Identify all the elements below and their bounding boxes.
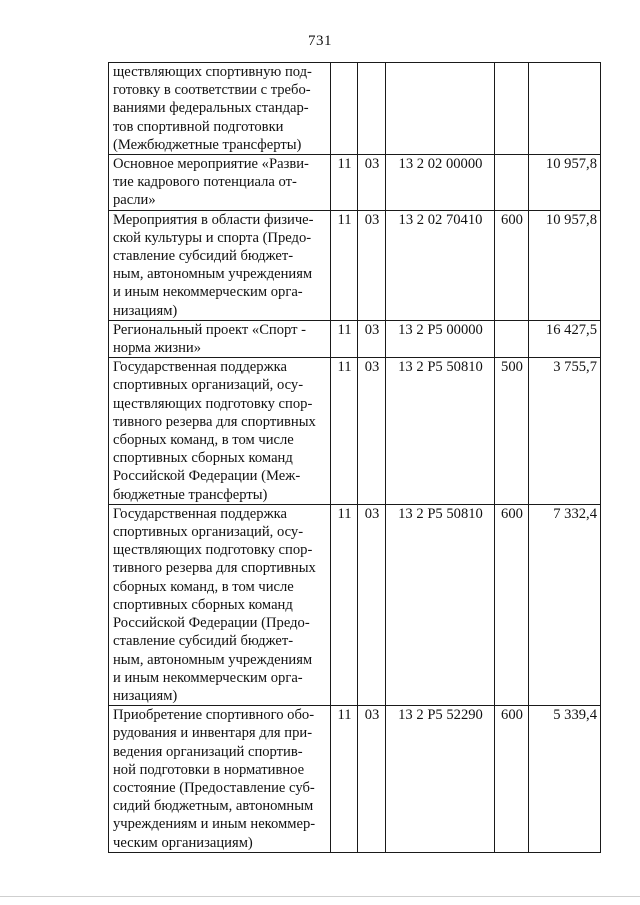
- target-article-cell: 13 2 02 00000: [386, 155, 495, 211]
- expense-type-cell: 600: [495, 504, 529, 705]
- item-name-cell: [109, 320, 331, 357]
- item-name-cell: [109, 358, 331, 505]
- section-cell: 11: [331, 155, 358, 211]
- subsection-cell: [358, 63, 386, 155]
- target-article-cell: 13 2 P5 50810: [386, 358, 495, 505]
- item-name-cell: [109, 706, 331, 853]
- item-name-line: рудования и инвентаря для при-: [113, 725, 313, 742]
- subsection-cell: 03: [358, 210, 386, 320]
- section-cell: 11: [331, 210, 358, 320]
- subsection-cell: 03: [358, 320, 386, 357]
- item-name-line: Мероприятия в области физиче-: [113, 211, 314, 228]
- item-name-line: (Межбюджетные трансферты): [113, 136, 302, 153]
- item-name-line: тие кадрового потенциала от-: [113, 174, 297, 191]
- expense-type-cell: [495, 155, 529, 211]
- amount-cell: 3 755,7: [529, 358, 601, 505]
- item-name-line: норма жизни»: [113, 340, 202, 357]
- item-name-line: и иным некоммерческим орга-: [113, 284, 303, 301]
- target-article-cell: [386, 63, 495, 155]
- item-name-line: ской культуры и спорта (Предо-: [113, 229, 312, 246]
- item-name-line: сборных команд, в том числе: [113, 432, 294, 449]
- item-name-line: ставление субсидий бюджет-: [113, 633, 294, 650]
- subsection-cell: 03: [358, 504, 386, 705]
- table-row: [109, 320, 601, 357]
- item-name-line: сидий бюджетным, автономным: [113, 798, 314, 815]
- item-name-line: ной подготовки в нормативное: [113, 761, 305, 778]
- item-name-line: спортивных сборных команд: [113, 596, 293, 613]
- amount-cell: 5 339,4: [529, 706, 601, 853]
- page-bottom-edge: [0, 896, 640, 897]
- table-row: [109, 63, 601, 155]
- item-name-line: сборных команд, в том числе: [113, 578, 294, 595]
- item-name-line: тивного резерва для спортивных: [113, 413, 316, 430]
- item-name-line: тов спортивной подготовки: [113, 118, 284, 135]
- expense-type-cell: [495, 320, 529, 357]
- section-cell: 11: [331, 504, 358, 705]
- amount-cell: [529, 63, 601, 155]
- item-name-line: расли»: [113, 192, 156, 209]
- item-name-line: ным, автономным учреждениям: [113, 651, 313, 668]
- item-name-line: низациям): [113, 687, 178, 704]
- item-name-line: спортивных сборных команд: [113, 450, 293, 467]
- budget-table-body: [109, 63, 601, 853]
- item-name-line: бюджетные трансферты): [113, 486, 268, 503]
- subsection-cell: 03: [358, 358, 386, 505]
- expense-type-cell: 600: [495, 706, 529, 853]
- subsection-cell: 03: [358, 706, 386, 853]
- item-name-line: ным, автономным учреждениям: [113, 266, 313, 283]
- target-article-cell: 13 2 P5 52290: [386, 706, 495, 853]
- item-name-line: Региональный проект «Спорт -: [113, 321, 307, 338]
- subsection-cell: 03: [358, 155, 386, 211]
- table-row: [109, 155, 601, 211]
- section-cell: 11: [331, 706, 358, 853]
- target-article-cell: 13 2 P5 00000: [386, 320, 495, 357]
- expense-type-cell: 600: [495, 210, 529, 320]
- table-row: [109, 504, 601, 705]
- item-name-line: ществляющих подготовку спор-: [113, 395, 313, 412]
- amount-cell: 10 957,8: [529, 210, 601, 320]
- item-name-line: ществляющих спортивную под-: [113, 64, 312, 80]
- expense-type-cell: 500: [495, 358, 529, 505]
- item-name-cell: [109, 504, 331, 705]
- amount-cell: 7 332,4: [529, 504, 601, 705]
- table-row: [109, 358, 601, 505]
- target-article-cell: 13 2 02 70410: [386, 210, 495, 320]
- item-name-line: и иным некоммерческим орга-: [113, 669, 303, 686]
- item-name-line: состояние (Предоставление суб-: [113, 779, 315, 796]
- item-name-cell: [109, 210, 331, 320]
- item-name-cell: [109, 63, 331, 155]
- item-name-line: Государственная поддержка: [113, 359, 288, 376]
- item-name-line: ведения организаций спортив-: [113, 743, 303, 760]
- item-name-line: низациям): [113, 302, 178, 319]
- item-name-line: Российской Федерации (Предо-: [113, 615, 310, 632]
- item-name-line: учреждениям и иным некоммер-: [113, 816, 316, 833]
- item-name-line: Основное мероприятие «Разви-: [113, 156, 309, 173]
- item-name-line: спортивных организаций, осу-: [113, 524, 304, 541]
- item-name-line: готовку в соответствии с требо-: [113, 82, 311, 99]
- table-row: [109, 210, 601, 320]
- section-cell: [331, 63, 358, 155]
- section-cell: 11: [331, 320, 358, 357]
- table-row: [109, 706, 601, 853]
- target-article-cell: 13 2 P5 50810: [386, 504, 495, 705]
- budget-table: [108, 62, 601, 853]
- item-name-line: Российской Федерации (Меж-: [113, 468, 301, 485]
- item-name-cell: [109, 155, 331, 211]
- item-name-line: тивного резерва для спортивных: [113, 560, 316, 577]
- section-cell: 11: [331, 358, 358, 505]
- item-name-line: ческим организациям): [113, 834, 253, 851]
- item-name-line: спортивных организаций, осу-: [113, 377, 304, 394]
- item-name-line: ществляющих подготовку спор-: [113, 542, 313, 559]
- item-name-line: ставление субсидий бюджет-: [113, 248, 294, 265]
- item-name-line: Приобретение спортивного обо-: [113, 707, 315, 724]
- expense-type-cell: [495, 63, 529, 155]
- page-number: 731: [308, 33, 332, 49]
- item-name-line: Государственная поддержка: [113, 505, 288, 522]
- amount-cell: 10 957,8: [529, 155, 601, 211]
- amount-cell: 16 427,5: [529, 320, 601, 357]
- item-name-line: ваниями федеральных стандар-: [113, 100, 309, 117]
